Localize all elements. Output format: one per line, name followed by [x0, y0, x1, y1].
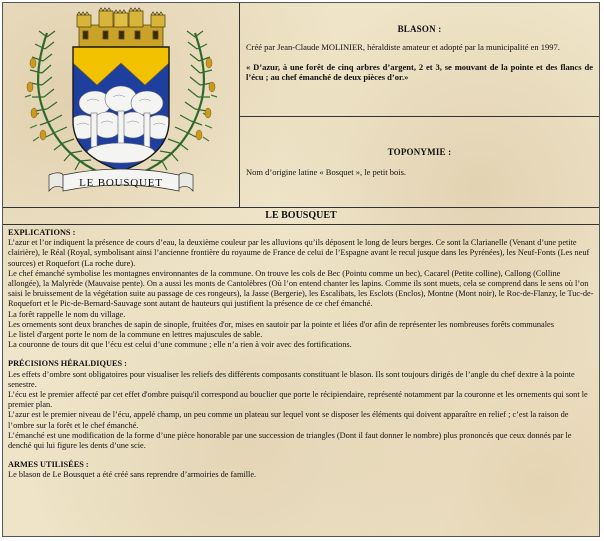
scroll-text: LE BOUSQUET [79, 177, 163, 189]
precisions-paragraph: L’écu est le premier affecté par cet effet d'ombre puisqu'il correspond au bouclier que porte le récipiendaire, représenté notamment par la couronne et les ornements qui sont le premier plan. [8, 390, 588, 410]
blason-description: « D’azur, à une forêt de cinq arbres d’argent, 2 et 3, se mouvant de la pointe et des flancs de l’écu ; au chef émanché de deux pièces d’or.» [246, 61, 593, 82]
explications-paragraph: L’azur et l’or indiquent la présence de cours d’eau, la deuxième couleur par les alluvions qu’ils déposent le long de leurs berges. Ce sont la Clarianelle (Venant d’une petite clairière), le Réal (Royal, symbolisant ainsi l’ancienne frontière du royaume de France de celui de l’Espagne avant le recul jusque dans les Pyrénées), les Neuf-Fonts (Les neuf sources) et Roquefort (La roche dure). [8, 238, 590, 268]
explications-heading: EXPLICATIONS : [8, 228, 76, 237]
right-fir-cones [196, 58, 215, 140]
toponymie-text: Nom d’origine latine « Bosquet », le petit bois. [246, 167, 407, 177]
main-section [3, 208, 599, 536]
armes-text: Le blason de Le Bousquet a été créé sans reprendre d’armoiries de famille. [8, 470, 257, 480]
mural-crown [77, 8, 165, 47]
page-frame [2, 2, 600, 537]
header-table [3, 3, 599, 208]
precisions-heading: PRÉCISIONS HÉRALDIQUES : [8, 359, 127, 369]
toponymie-cell [240, 117, 599, 207]
explications-paragraph: Les ornements sont deux branches de sapin de sinople, fruitées d'or, mises en sautoir par la pointe et liées d'or afin de représenter les nombreuses forêts communales [8, 319, 554, 329]
explications-paragraph: La forêt rappelle le nom du village. [8, 309, 126, 319]
spacer [8, 451, 594, 460]
shield [68, 47, 174, 177]
main-body [3, 225, 599, 481]
toponymie-title: TOPONYMIE : [387, 147, 452, 157]
blason-cell [240, 3, 599, 117]
explications-paragraph: Le chef émanché symbolise les montagnes environnantes de la commune. On trouve les cols de Bec (Pointu comme un bec), Cacarel (Petite colline), Callong (Colline allongée), la Malyrède (Mauvaise pente). On a aussi les monts de Cantolèbres (Où l’on entend chanter les lapins. Comme ils sont muets, cela se comprend dans le sens où l’on saisi le bruissement de la végétation suite au passage de ces rongeurs), la Jasse (Bergerie), les Escalibats, les Esclots (Enclos), Montne (Mont noir), le Roc-de-Flanzy, le Tuc-de-Roquefort et le Pic-de-Bernard-Sauvage sont autant de hauteurs qui justifient la présence de ce chef émanché. [8, 268, 594, 309]
explications-paragraph: Le listel d'argent porte le nom de la commune en lettres majuscules de sable. [8, 330, 263, 340]
left-fir-cones [27, 58, 46, 140]
explications-paragraph: La couronne de tours dit que l’écu est celui d’une commune ; elle n’a rien à voir avec des fortifications. [8, 340, 352, 350]
main-title: LE BOUSQUET [3, 208, 599, 225]
precisions-paragraph: L’azur est le premier niveau de l’écu, appelé champ, un peu comme un plateau sur lequel vont se disposer les éléments qui doivent apparaître en relief ; c’est la raison de l’ombre sur la forêt et le chef émanché. [8, 410, 569, 430]
motto-scroll [49, 169, 193, 191]
coat-of-arms-emblem [3, 3, 239, 207]
coat-of-arms-cell [3, 3, 240, 207]
precisions-paragraph: Les effets d’ombre sont obligatoires pour visualiser les reliefs des différents composants constituant le blason. Ils sont toujours dirigés de l’angle du chef dextre à la pointe senestre. [8, 369, 575, 389]
blason-title: BLASON : [397, 24, 442, 34]
blason-creator-text: Créé par Jean-Claude MOLINIER, héraldiste amateur et adopté par la municipalité en 1997. [246, 42, 560, 52]
precisions-paragraph: L’émanché est une modification de la forme d’une pièce honorable par une succession de triangles (Dont il faut donner le nombre) plus prononcés que ceux donnés par le denché qui lui figure les dents d’une scie. [8, 430, 572, 451]
armes-heading: ARMES UTILISÉES : [8, 460, 89, 470]
